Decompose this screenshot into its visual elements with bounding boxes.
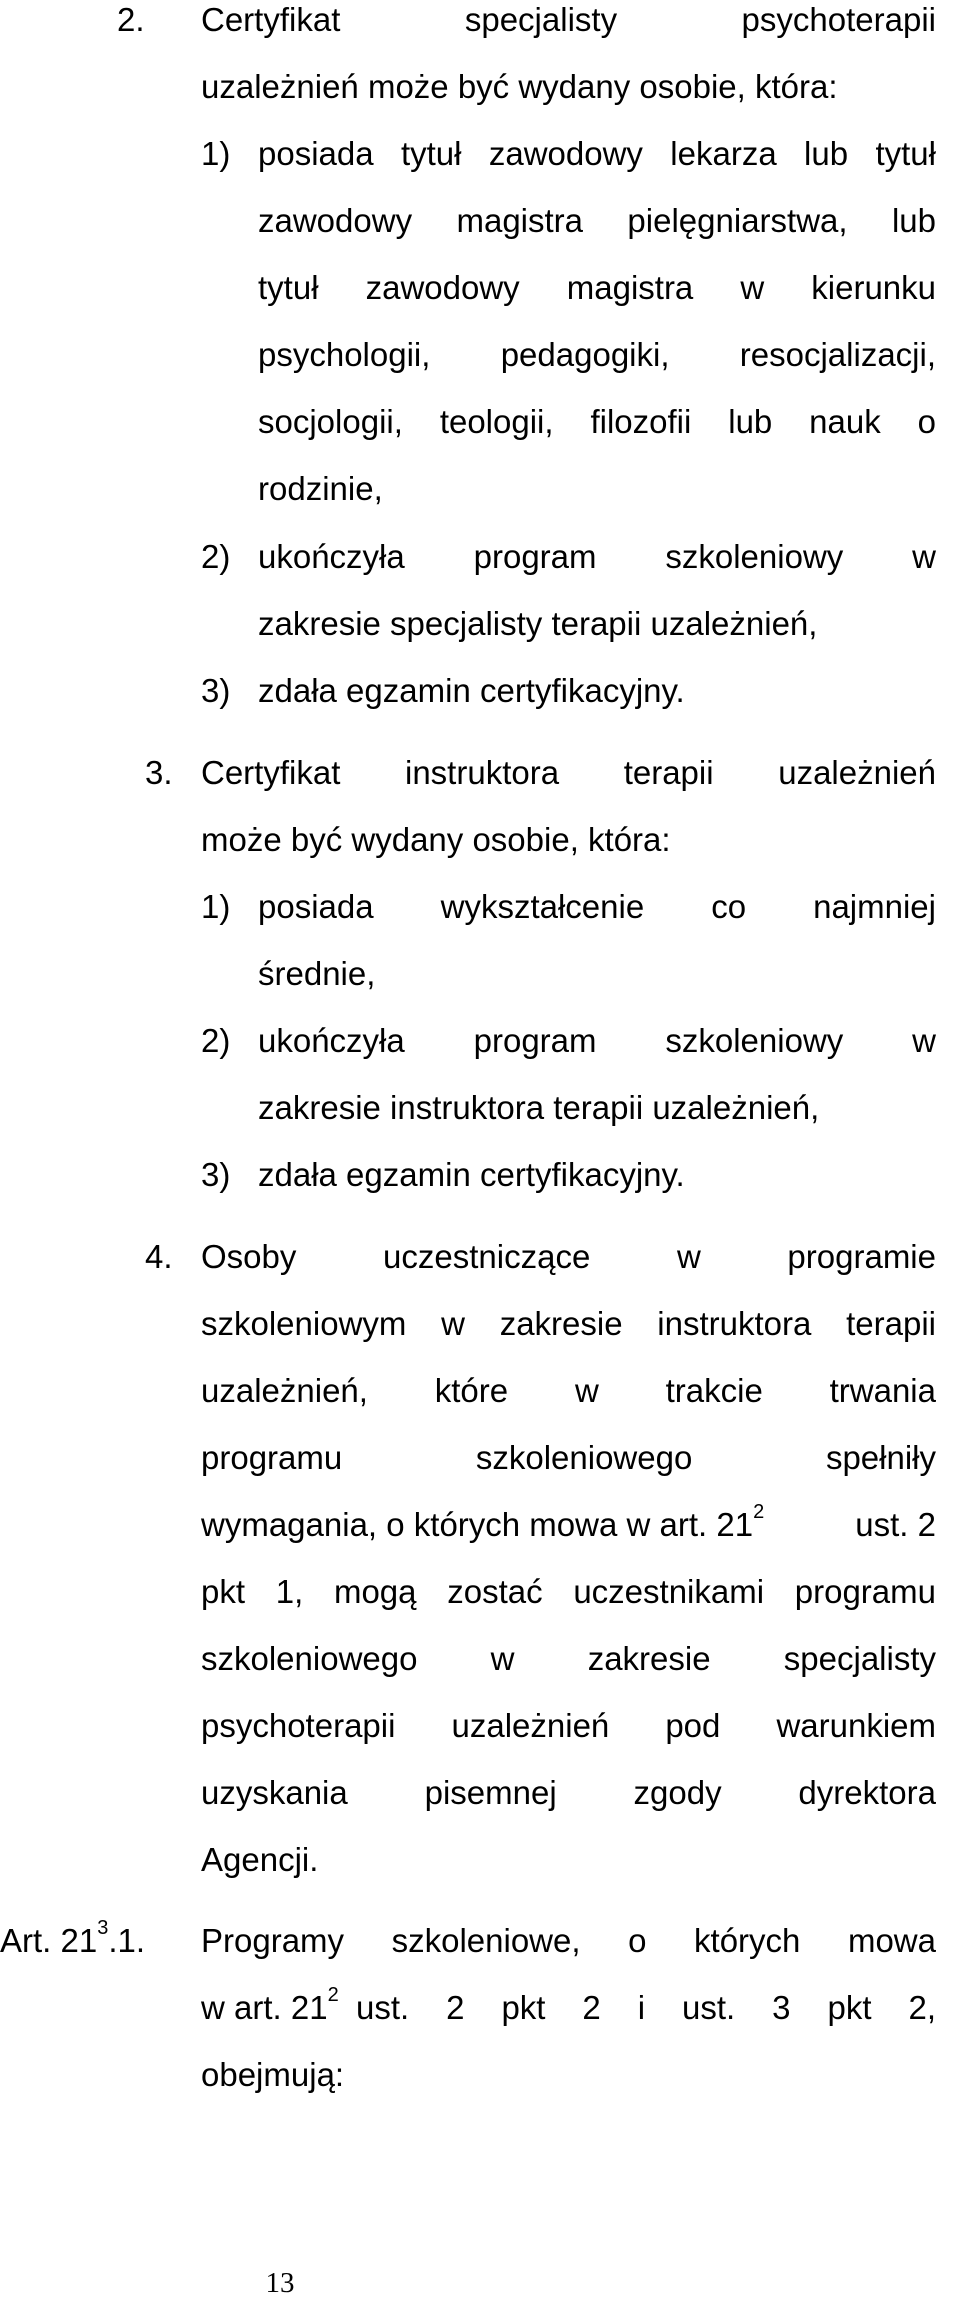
section-4-line-3: uzależnień, które w trakcie trwania: [201, 1372, 936, 1409]
section-4-line-2: szkoleniowym w zakresie instruktora terapii: [201, 1305, 936, 1342]
article-label-end: .1.: [108, 1922, 146, 1959]
article-label-sup: 3: [97, 1917, 109, 1939]
section-3-item-3-line-1: zdała egzamin certyfikacyjny.: [258, 1156, 685, 1193]
section-4-number: 4.: [145, 1238, 173, 1275]
section-2-item-3-marker: 3): [201, 672, 231, 709]
page-number: 13: [265, 2267, 295, 2299]
section-2-item-1-marker: 1): [201, 135, 231, 172]
article-line-2-text: w art. 21: [201, 1989, 328, 2026]
section-4-line-5: [201, 1501, 936, 1545]
section-4-line-1: Osoby uczestniczące w programie: [201, 1238, 936, 1275]
article-line-1: Programy szkoleniowe, o których mowa: [201, 1922, 936, 1959]
section-3-item-2-line-1: ukończyła program szkoleniowy w: [258, 1022, 936, 1059]
section-2-item-1-line-4: psychologii, pedagogiki, resocjalizacji,: [258, 336, 936, 373]
section-3-line-1: Certyfikat instruktora terapii uzależnień: [201, 754, 936, 791]
section-4-line-10: Agencji.: [201, 1841, 319, 1878]
section-2-item-2-line-2: zakresie specjalisty terapii uzależnień,: [258, 605, 818, 642]
superscript-2: 2: [753, 1501, 765, 1523]
section-4-line-5-end: ust. 2: [855, 1506, 936, 1543]
section-2-number: 2.: [117, 1, 145, 38]
section-2-item-2-marker: 2): [201, 538, 231, 575]
section-2-item-2-line-1: ukończyła program szkoleniowy w: [258, 538, 936, 575]
section-2-item-1-line-1: posiada tytuł zawodowy lekarza lub tytuł: [258, 135, 936, 172]
article-line-2: [201, 1984, 936, 2028]
section-4-line-6: pkt 1, mogą zostać uczestnikami programu: [201, 1573, 936, 1610]
article-line-3: obejmują:: [201, 2056, 345, 2093]
section-3-item-1-line-2: średnie,: [258, 955, 376, 992]
section-4-line-7: szkoleniowego w zakresie specjalisty: [201, 1640, 936, 1677]
section-3-number: 3.: [145, 754, 173, 791]
section-2-item-1-line-2: zawodowy magistra pielęgniarstwa, lub: [258, 202, 936, 239]
article-label: [0, 1917, 146, 1961]
section-3-line-2: może być wydany osobie, która:: [201, 821, 671, 858]
section-3-item-2-marker: 2): [201, 1022, 231, 1059]
section-3-item-3-marker: 3): [201, 1156, 231, 1193]
section-3-item-1-line-1: posiada wykształcenie co najmniej: [258, 888, 936, 925]
section-2-line-2: uzależnień może być wydany osobie, która:: [201, 68, 838, 105]
section-2-item-1-line-5: socjologii, teologii, filozofii lub nauk o: [258, 403, 936, 440]
section-4-line-8: psychoterapii uzależnień pod warunkiem: [201, 1707, 936, 1744]
section-3-item-1-marker: 1): [201, 888, 231, 925]
section-3-item-2-line-2: zakresie instruktora terapii uzależnień,: [258, 1089, 820, 1126]
article-line-2-end: ust. 2 pkt 2 i ust. 3 pkt 2,: [356, 1989, 936, 2026]
section-2-item-1-line-6: rodzinie,: [258, 470, 383, 507]
section-2-item-3-line-1: zdała egzamin certyfikacyjny.: [258, 672, 685, 709]
superscript-2: 2: [327, 1984, 339, 2006]
section-2-line-1: Certyfikat specjalisty psychoterapii: [201, 1, 936, 38]
section-4-line-4: programu szkoleniowego spełniły: [201, 1439, 936, 1476]
section-4-line-9: uzyskania pisemnej zgody dyrektora: [201, 1774, 936, 1811]
section-2-item-1-line-3: tytuł zawodowy magistra w kierunku: [258, 269, 936, 306]
section-4-line-5-text: wymagania, o których mowa w art. 21: [201, 1506, 754, 1543]
article-label-main: Art. 21: [0, 1922, 98, 1959]
